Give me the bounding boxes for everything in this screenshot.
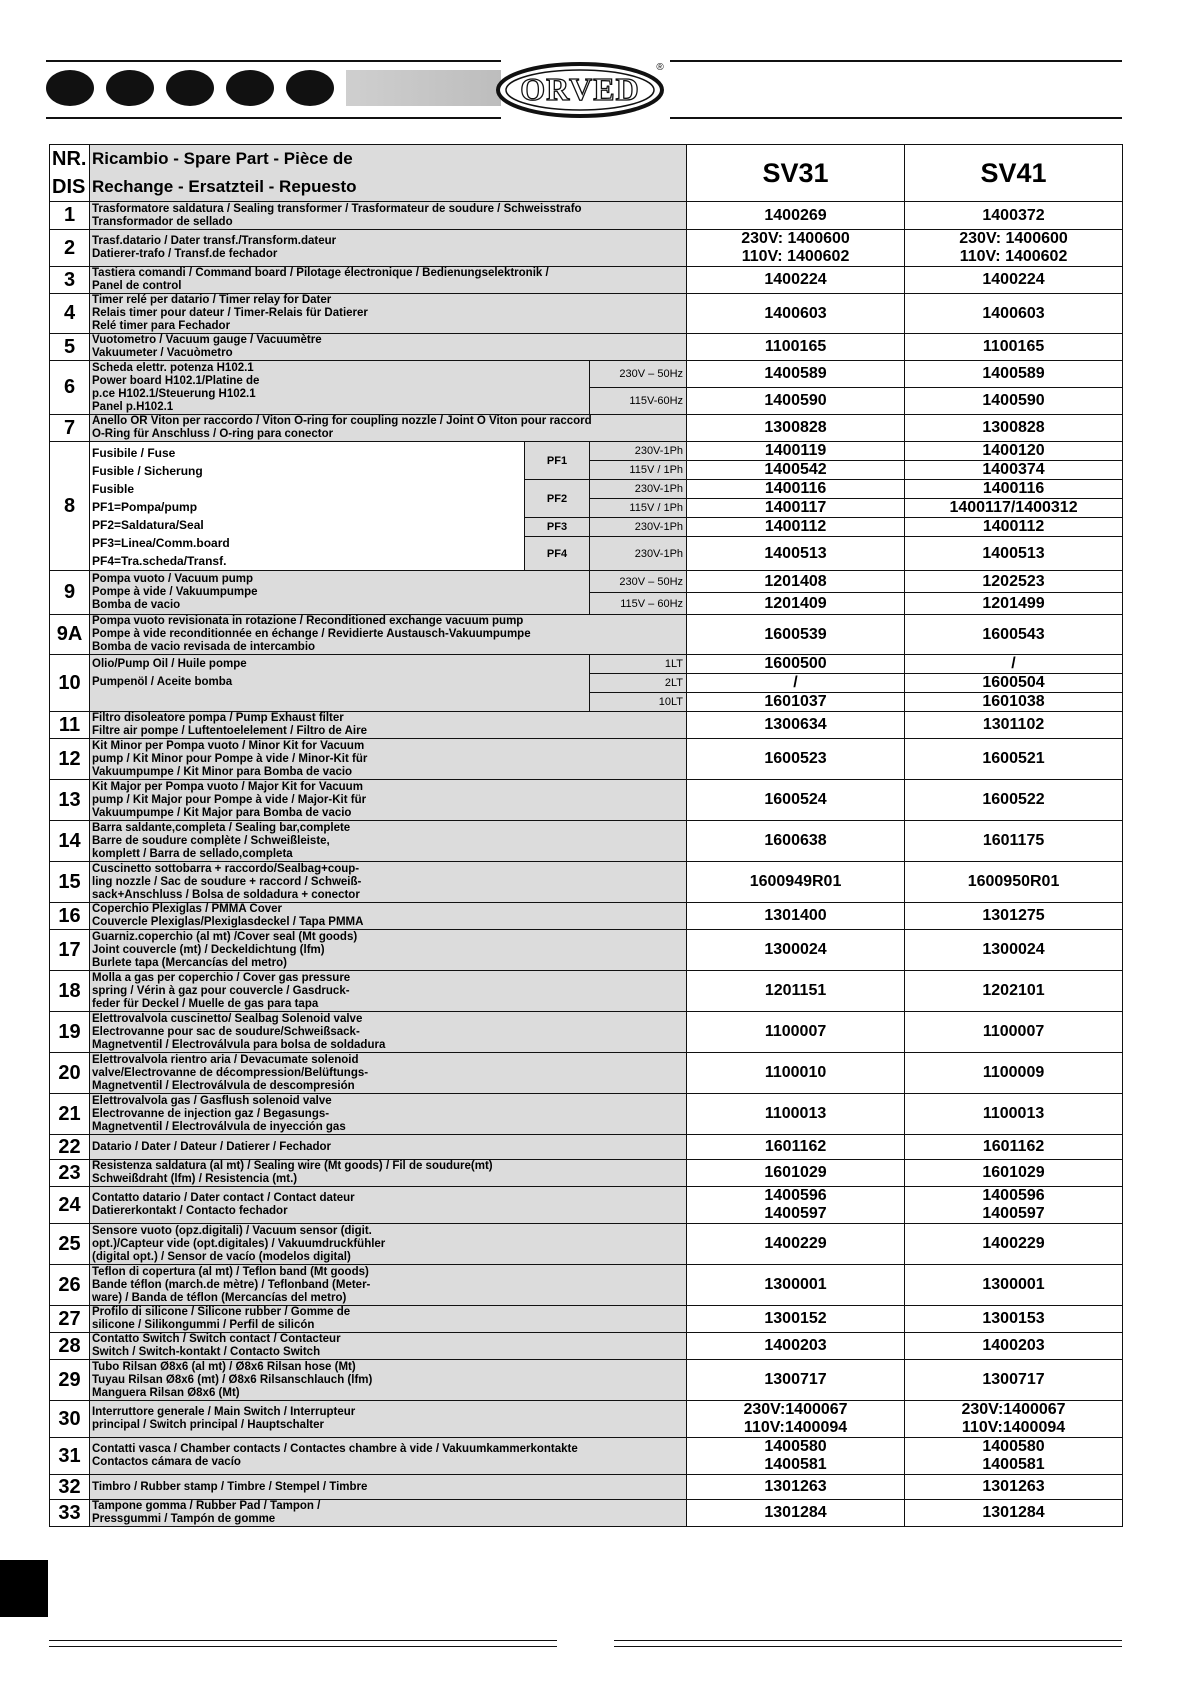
part-description: Tubo Rilsan Ø8x6 (al mt) / Ø8x6 Rilsan hose (Mt) Tuyau Rilsan Ø8x6 (mt) / Ø8x6 Rilsanschlauch (lfm) Manguera Rilsan Ø8x6 (Mt) [90, 1360, 687, 1401]
table-row [50, 712, 1123, 739]
part-description: Contatto Switch / Switch contact / Contacteur Switch / Switch-kontakt / Contacto Switch [90, 1333, 687, 1360]
part-description: Contatti vasca / Chamber contacts / Contactes chambre à vide / Vakuumkammerkontakte Contactos cámara de vacío [90, 1438, 687, 1475]
table-row [50, 442, 1123, 461]
sv41-code: 1300828 [905, 415, 1123, 442]
oil-size: 1LT [590, 655, 687, 674]
part-description: Interruttore generale / Main Switch / Interrupteur principal / Switch principal / Hauptschalter [90, 1401, 687, 1438]
sv31-code: 1301284 [687, 1500, 905, 1527]
sv41-code: 1400117/1400312 [905, 499, 1123, 518]
table-row [50, 230, 1123, 267]
header-model-sv41: SV41 [905, 145, 1123, 202]
part-number: 23 [50, 1160, 90, 1187]
table-row [50, 655, 1123, 674]
table-row [50, 1265, 1123, 1306]
orved-logo [496, 60, 668, 118]
part-number: 33 [50, 1500, 90, 1527]
sv31-code: 1400229 [687, 1224, 905, 1265]
sv31-code: 1100010 [687, 1053, 905, 1094]
part-description: Molla a gas per coperchio / Cover gas pressure spring / Vérin à gaz pour couvercle / Gasdruck- feder für Deckel / Muelle de gas para tapa [90, 971, 687, 1012]
sv41-code: 1301284 [905, 1500, 1123, 1527]
sv41-code: 1400229 [905, 1224, 1123, 1265]
sv41-code: 1600521 [905, 739, 1123, 780]
sv31-code: 1400117 [687, 499, 905, 518]
part-description: Timbro / Rubber stamp / Timbre / Stempel / Timbre [90, 1475, 687, 1500]
part-number: 25 [50, 1224, 90, 1265]
table-row [50, 202, 1123, 230]
oil-size: 2LT [590, 674, 687, 693]
header-spare-part [90, 145, 687, 202]
table-row [50, 334, 1123, 361]
part-number: 24 [50, 1187, 90, 1224]
part-description: Pompa vuoto / Vacuum pump Pompe à vide / Vakuumpumpe Bomba de vacio [90, 571, 590, 615]
sv41-code: 1400589 [905, 361, 1123, 388]
sv41-code: 1400203 [905, 1333, 1123, 1360]
sv31-code: 1400580 1400581 [687, 1438, 905, 1475]
table-row [50, 1224, 1123, 1265]
part-number: 12 [50, 739, 90, 780]
fuse-label-line: Fusible [92, 482, 135, 496]
sv41-code: 1300024 [905, 930, 1123, 971]
table-row [50, 1306, 1123, 1333]
sv31-code: 1300717 [687, 1360, 905, 1401]
part-description: Datario / Dater / Dateur / Datierer / Fechador [90, 1135, 687, 1160]
table-row [50, 1500, 1123, 1527]
table-header-row [50, 145, 1123, 202]
sv41-code: 1600504 [905, 674, 1123, 693]
part-number: 14 [50, 821, 90, 862]
table-row [50, 1094, 1123, 1135]
footer-rule-left-2 [49, 1646, 557, 1647]
table-row [50, 971, 1123, 1012]
header-rule-bottom-left [46, 117, 501, 119]
table-row [50, 361, 1123, 388]
part-number: 16 [50, 903, 90, 930]
table-row [50, 903, 1123, 930]
part-number: 13 [50, 780, 90, 821]
sv41-code: 1400603 [905, 294, 1123, 334]
sv31-code: 1601162 [687, 1135, 905, 1160]
sv31-code: 1600638 [687, 821, 905, 862]
part-description: Sensore vuoto (opz.digitali) / Vacuum sensor (digit. opt.)/Capteur vide (opt.digitales) / Vakuumdruckfühler (digital opt.) / Sensor de vacío (modelos digital) [90, 1224, 687, 1265]
sv41-code: 1601029 [905, 1160, 1123, 1187]
voltage-label: 115V-60Hz [590, 388, 687, 415]
part-number: 4 [50, 294, 90, 334]
part-description: Filtro disoleatore pompa / Pump Exhaust filter Filtre air pompe / Luftentoelelement / Filtro de Aire [90, 712, 687, 739]
part-number: 30 [50, 1401, 90, 1438]
sv31-code: 1301263 [687, 1475, 905, 1500]
sv31-code: 1201409 [687, 593, 905, 615]
part-number: 7 [50, 415, 90, 442]
sv31-code: 1300024 [687, 930, 905, 971]
table-row [50, 615, 1123, 655]
sv31-code: 1400542 [687, 461, 905, 480]
part-number: 31 [50, 1438, 90, 1475]
part-number: 11 [50, 712, 90, 739]
part-description: Elettrovalvola gas / Gasflush solenoid valve Electrovanne de injection gaz / Begasungs- Magnetventil / Electroválvula de inyección gas [90, 1094, 687, 1135]
sv31-code: 1100007 [687, 1012, 905, 1053]
sv31-code: 1300001 [687, 1265, 905, 1306]
sv41-code: 230V:1400067 110V:1400094 [905, 1401, 1123, 1438]
sv31-code: 1300634 [687, 712, 905, 739]
sv41-code: 1400580 1400581 [905, 1438, 1123, 1475]
svg-text:®: ® [656, 62, 664, 73]
sv41-code: 1301275 [905, 903, 1123, 930]
table-row [50, 821, 1123, 862]
part-description: Resistenza saldatura (al mt) / Sealing wire (Mt goods) / Fil de soudure(mt) Schweißdraht (lfm) / Resistencia (mt.) [90, 1160, 687, 1187]
fuse-label-line: PF3=Linea/Comm.board [92, 536, 230, 550]
sv41-code: 1601038 [905, 693, 1123, 712]
table-row [50, 739, 1123, 780]
table-row [50, 415, 1123, 442]
footer-rule-left-1 [49, 1640, 557, 1641]
part-number: 26 [50, 1265, 90, 1306]
part-number: 21 [50, 1094, 90, 1135]
fuse-pf4: PF4 [525, 537, 590, 571]
part-number: 18 [50, 971, 90, 1012]
sv41-code: 1301263 [905, 1475, 1123, 1500]
dot-2 [106, 70, 154, 106]
table-row [50, 1360, 1123, 1401]
part-number: 9A [50, 615, 90, 655]
part-number: 27 [50, 1306, 90, 1333]
part-description: Trasf.datario / Dater transf./Transform.dateur Datierer-trafo / Transf.de fechador [90, 230, 687, 267]
sv41-code: 1400596 1400597 [905, 1187, 1123, 1224]
sv41-code: 1202523 [905, 571, 1123, 593]
sv41-code: 1600543 [905, 615, 1123, 655]
spare-parts-table [49, 144, 1123, 1527]
voltage-label: 230V – 50Hz [590, 361, 687, 388]
part-description: Barra saldante,completa / Sealing bar,complete Barre de soudure complète / Schweißleiste, komplett / Barra de sellado,completa [90, 821, 687, 862]
sv41-code: 1400116 [905, 480, 1123, 499]
sv41-code: 230V: 1400600 110V: 1400602 [905, 230, 1123, 267]
part-description: Scheda elettr. potenza H102.1 Power board H102.1/Platine de p.ce H102.1/Steuerung H102.1 Panel p.H102.1 [90, 361, 590, 415]
table-row [50, 1187, 1123, 1224]
part-description: Vuotometro / Vacuum gauge / Vacuumètre Vakuumeter / Vacuòmetro [90, 334, 687, 361]
fuse-voltage: 115V / 1Ph [590, 499, 687, 518]
table-row [50, 571, 1123, 593]
part-number: 29 [50, 1360, 90, 1401]
fuse-label-line: PF2=Saldatura/Seal [92, 518, 204, 532]
table-row [50, 1053, 1123, 1094]
part-description: Tampone gomma / Rubber Pad / Tampon / Pressgummi / Tampón de gomme [90, 1500, 687, 1527]
table-row [50, 1160, 1123, 1187]
fuse-labels [90, 442, 525, 571]
sv31-code: 1600523 [687, 739, 905, 780]
part-description: Kit Minor per Pompa vuoto / Minor Kit for Vacuum pump / Kit Minor pour Pompe à vide / Minor-Kit für Vakuumpumpe / Kit Minor para Bomba de vacio [90, 739, 687, 780]
header-rule-bottom-right [670, 117, 1122, 119]
sv41-code: 1600522 [905, 780, 1123, 821]
header-dots-bar [46, 70, 501, 106]
sv41-code: 1100013 [905, 1094, 1123, 1135]
voltage-label: 230V – 50Hz [590, 571, 687, 593]
sv41-code: 1100009 [905, 1053, 1123, 1094]
part-description: Profilo di silicone / Silicone rubber / Gomme de silicone / Silikongummi / Perfil de silicón [90, 1306, 687, 1333]
fuse-voltage: 115V / 1Ph [590, 461, 687, 480]
sv31-code: 1600539 [687, 615, 905, 655]
sv41-code: 1100165 [905, 334, 1123, 361]
part-number: 17 [50, 930, 90, 971]
sv31-code: 1400112 [687, 518, 905, 537]
part-description: Cuscinetto sottobarra + raccordo/Sealbag+coup- ling nozzle / Sac de soudure + raccord / Schweiß- sack+Anschluss / Bolsa de soldadura + conector [90, 862, 687, 903]
header-part-line-2: Rechange - Ersatzteil - Repuesto [92, 177, 357, 196]
sv31-code: 1600949R01 [687, 862, 905, 903]
sv31-code: 1201151 [687, 971, 905, 1012]
part-number: 28 [50, 1333, 90, 1360]
table-row [50, 1438, 1123, 1475]
part-description: Anello OR Viton per raccordo / Viton O-ring for coupling nozzle / Joint O Viton pour raccord O-Ring für Anschluss / O-ring para conector [90, 415, 687, 442]
header-rule-top-left [46, 60, 501, 62]
header-model-sv31: SV31 [687, 145, 905, 202]
oil-label-1: Olio/Pump Oil / Huile pompe [92, 658, 247, 670]
sv31-code: 1600524 [687, 780, 905, 821]
table-row [50, 780, 1123, 821]
sv41-code: 1400112 [905, 518, 1123, 537]
dot-1 [46, 70, 94, 106]
sv41-code: 1300001 [905, 1265, 1123, 1306]
part-number: 10 [50, 655, 90, 712]
sv31-code: 1400224 [687, 267, 905, 294]
footer-rule-right-1 [614, 1640, 1122, 1641]
part-number: 19 [50, 1012, 90, 1053]
oil-label-2: Pumpenöl / Aceite bomba [92, 676, 233, 688]
table-row [50, 294, 1123, 334]
sv31-code: 1601037 [687, 693, 905, 712]
sv31-code: 1400269 [687, 202, 905, 230]
part-number: 8 [50, 442, 90, 571]
table-row [50, 862, 1123, 903]
part-description: Kit Major per Pompa vuoto / Major Kit for Vacuum pump / Kit Major pour Pompe à vide / Major-Kit für Vakuumpumpe / Kit Major para Bomba de vacio [90, 780, 687, 821]
sv41-code: 1301102 [905, 712, 1123, 739]
sv41-code: 1300717 [905, 1360, 1123, 1401]
header-rule-top-right [670, 60, 1122, 62]
sv31-code: 1100013 [687, 1094, 905, 1135]
fuse-pf2: PF2 [525, 480, 590, 518]
sv31-code: 1400203 [687, 1333, 905, 1360]
sv41-code: 1400120 [905, 442, 1123, 461]
sv31-code: 1400603 [687, 294, 905, 334]
sv41-code: / [905, 655, 1123, 674]
oil-description [90, 655, 590, 712]
part-description: Timer relé per datario / Timer relay for Dater Relais timer pour dateur / Timer-Relais für Datierer Relé timer para Fechador [90, 294, 687, 334]
table-row [50, 267, 1123, 294]
fuse-label-line: PF1=Pompa/pump [92, 500, 198, 514]
fuse-label-line: Fusible / Sicherung [92, 464, 203, 478]
part-description: Coperchio Plexiglas / PMMA Cover Couvercle Plexiglas/Plexiglasdeckel / Tapa PMMA [90, 903, 687, 930]
part-number: 9 [50, 571, 90, 615]
sv31-code: 1400116 [687, 480, 905, 499]
sv31-code: 1400596 1400597 [687, 1187, 905, 1224]
header-part-line-1: Ricambio - Spare Part - Pièce de [92, 149, 353, 168]
logo-text: ORVED [520, 71, 640, 107]
sv31-code: 230V: 1400600 110V: 1400602 [687, 230, 905, 267]
part-description: Trasformatore saldatura / Sealing transformer / Trasformateur de soudure / Schweisstrafo Transformador de sellado [90, 202, 687, 230]
header-nr: NR. DIS [50, 145, 90, 202]
sv31-code: 1600500 [687, 655, 905, 674]
part-description: Elettrovalvola rientro aria / Devacumate solenoid valve/Electrovanne de décompression/Belüftungs- Magnetventil / Electroválvula de descompresión [90, 1053, 687, 1094]
table-row [50, 1135, 1123, 1160]
dot-3 [166, 70, 214, 106]
table-row [50, 1012, 1123, 1053]
sv31-code: 1201408 [687, 571, 905, 593]
sv31-code: 1301400 [687, 903, 905, 930]
voltage-label: 115V – 60Hz [590, 593, 687, 615]
sv41-code: 1400374 [905, 461, 1123, 480]
dot-5 [286, 70, 334, 106]
part-description: Contatto datario / Dater contact / Contact dateur Datiererkontakt / Contacto fechador [90, 1187, 687, 1224]
sv31-code: 1300152 [687, 1306, 905, 1333]
fuse-voltage: 230V-1Ph [590, 442, 687, 461]
part-description: Tastiera comandi / Command board / Pilotage électronique / Bedienungselektronik / Panel de control [90, 267, 687, 294]
part-number: 6 [50, 361, 90, 415]
sv31-code: 1300828 [687, 415, 905, 442]
fuse-voltage: 230V-1Ph [590, 537, 687, 571]
sv31-code: 1601029 [687, 1160, 905, 1187]
sv41-code: 1100007 [905, 1012, 1123, 1053]
sv41-code: 1601175 [905, 821, 1123, 862]
part-number: 22 [50, 1135, 90, 1160]
part-number: 32 [50, 1475, 90, 1500]
sv31-code: 230V:1400067 110V:1400094 [687, 1401, 905, 1438]
sv41-code: 1300153 [905, 1306, 1123, 1333]
sv31-code: / [687, 674, 905, 693]
sv41-code: 1202101 [905, 971, 1123, 1012]
table-row [50, 1475, 1123, 1500]
table-row [50, 1333, 1123, 1360]
sv41-code: 1601162 [905, 1135, 1123, 1160]
sv41-code: 1400590 [905, 388, 1123, 415]
fuse-voltage: 230V-1Ph [590, 518, 687, 537]
table-row [50, 930, 1123, 971]
sv31-code: 1400513 [687, 537, 905, 571]
part-description: Elettrovalvola cuscinetto/ Sealbag Solenoid valve Electrovanne pour sac de soudure/Schweißsack- Magnetventil / Electroválvula para bolsa de soldadura [90, 1012, 687, 1053]
sv41-code: 1201499 [905, 593, 1123, 615]
dot-4 [226, 70, 274, 106]
sv31-code: 1400119 [687, 442, 905, 461]
fuse-pf1: PF1 [525, 442, 590, 480]
part-number: 5 [50, 334, 90, 361]
part-number: 15 [50, 862, 90, 903]
part-number: 20 [50, 1053, 90, 1094]
fuse-label-line: Fusibile / Fuse [92, 446, 176, 460]
oil-size: 10LT [590, 693, 687, 712]
part-description: Pompa vuoto revisionata in rotazione / Reconditioned exchange vacuum pump Pompe à vide reconditionnée en échange / Revidierte Austausch-Vakuumpumpe Bomba de vacio revisada de intercambio [90, 615, 687, 655]
sv31-code: 1400589 [687, 361, 905, 388]
sv41-code: 1400372 [905, 202, 1123, 230]
page-corner-block [0, 1560, 48, 1617]
sv41-code: 1600950R01 [905, 862, 1123, 903]
part-number: 1 [50, 202, 90, 230]
sv41-code: 1400224 [905, 267, 1123, 294]
footer-rule-right-2 [614, 1646, 1122, 1647]
part-description: Teflon di copertura (al mt) / Teflon band (Mt goods) Bande téflon (march.de mètre) / Teflonband (Meter- ware) / Banda de téflon (Mercancías del metro) [90, 1265, 687, 1306]
sv41-code: 1400513 [905, 537, 1123, 571]
sv31-code: 1100165 [687, 334, 905, 361]
part-description: Guarniz.coperchio (al mt) /Cover seal (Mt goods) Joint couvercle (mt) / Deckeldichtung (lfm) Burlete tapa (Mercancías del metro) [90, 930, 687, 971]
fuse-label-line: PF4=Tra.scheda/Transf. [92, 554, 227, 568]
table-row [50, 1401, 1123, 1438]
fuse-voltage: 230V-1Ph [590, 480, 687, 499]
fuse-pf3: PF3 [525, 518, 590, 537]
part-number: 2 [50, 230, 90, 267]
part-number: 3 [50, 267, 90, 294]
sv31-code: 1400590 [687, 388, 905, 415]
